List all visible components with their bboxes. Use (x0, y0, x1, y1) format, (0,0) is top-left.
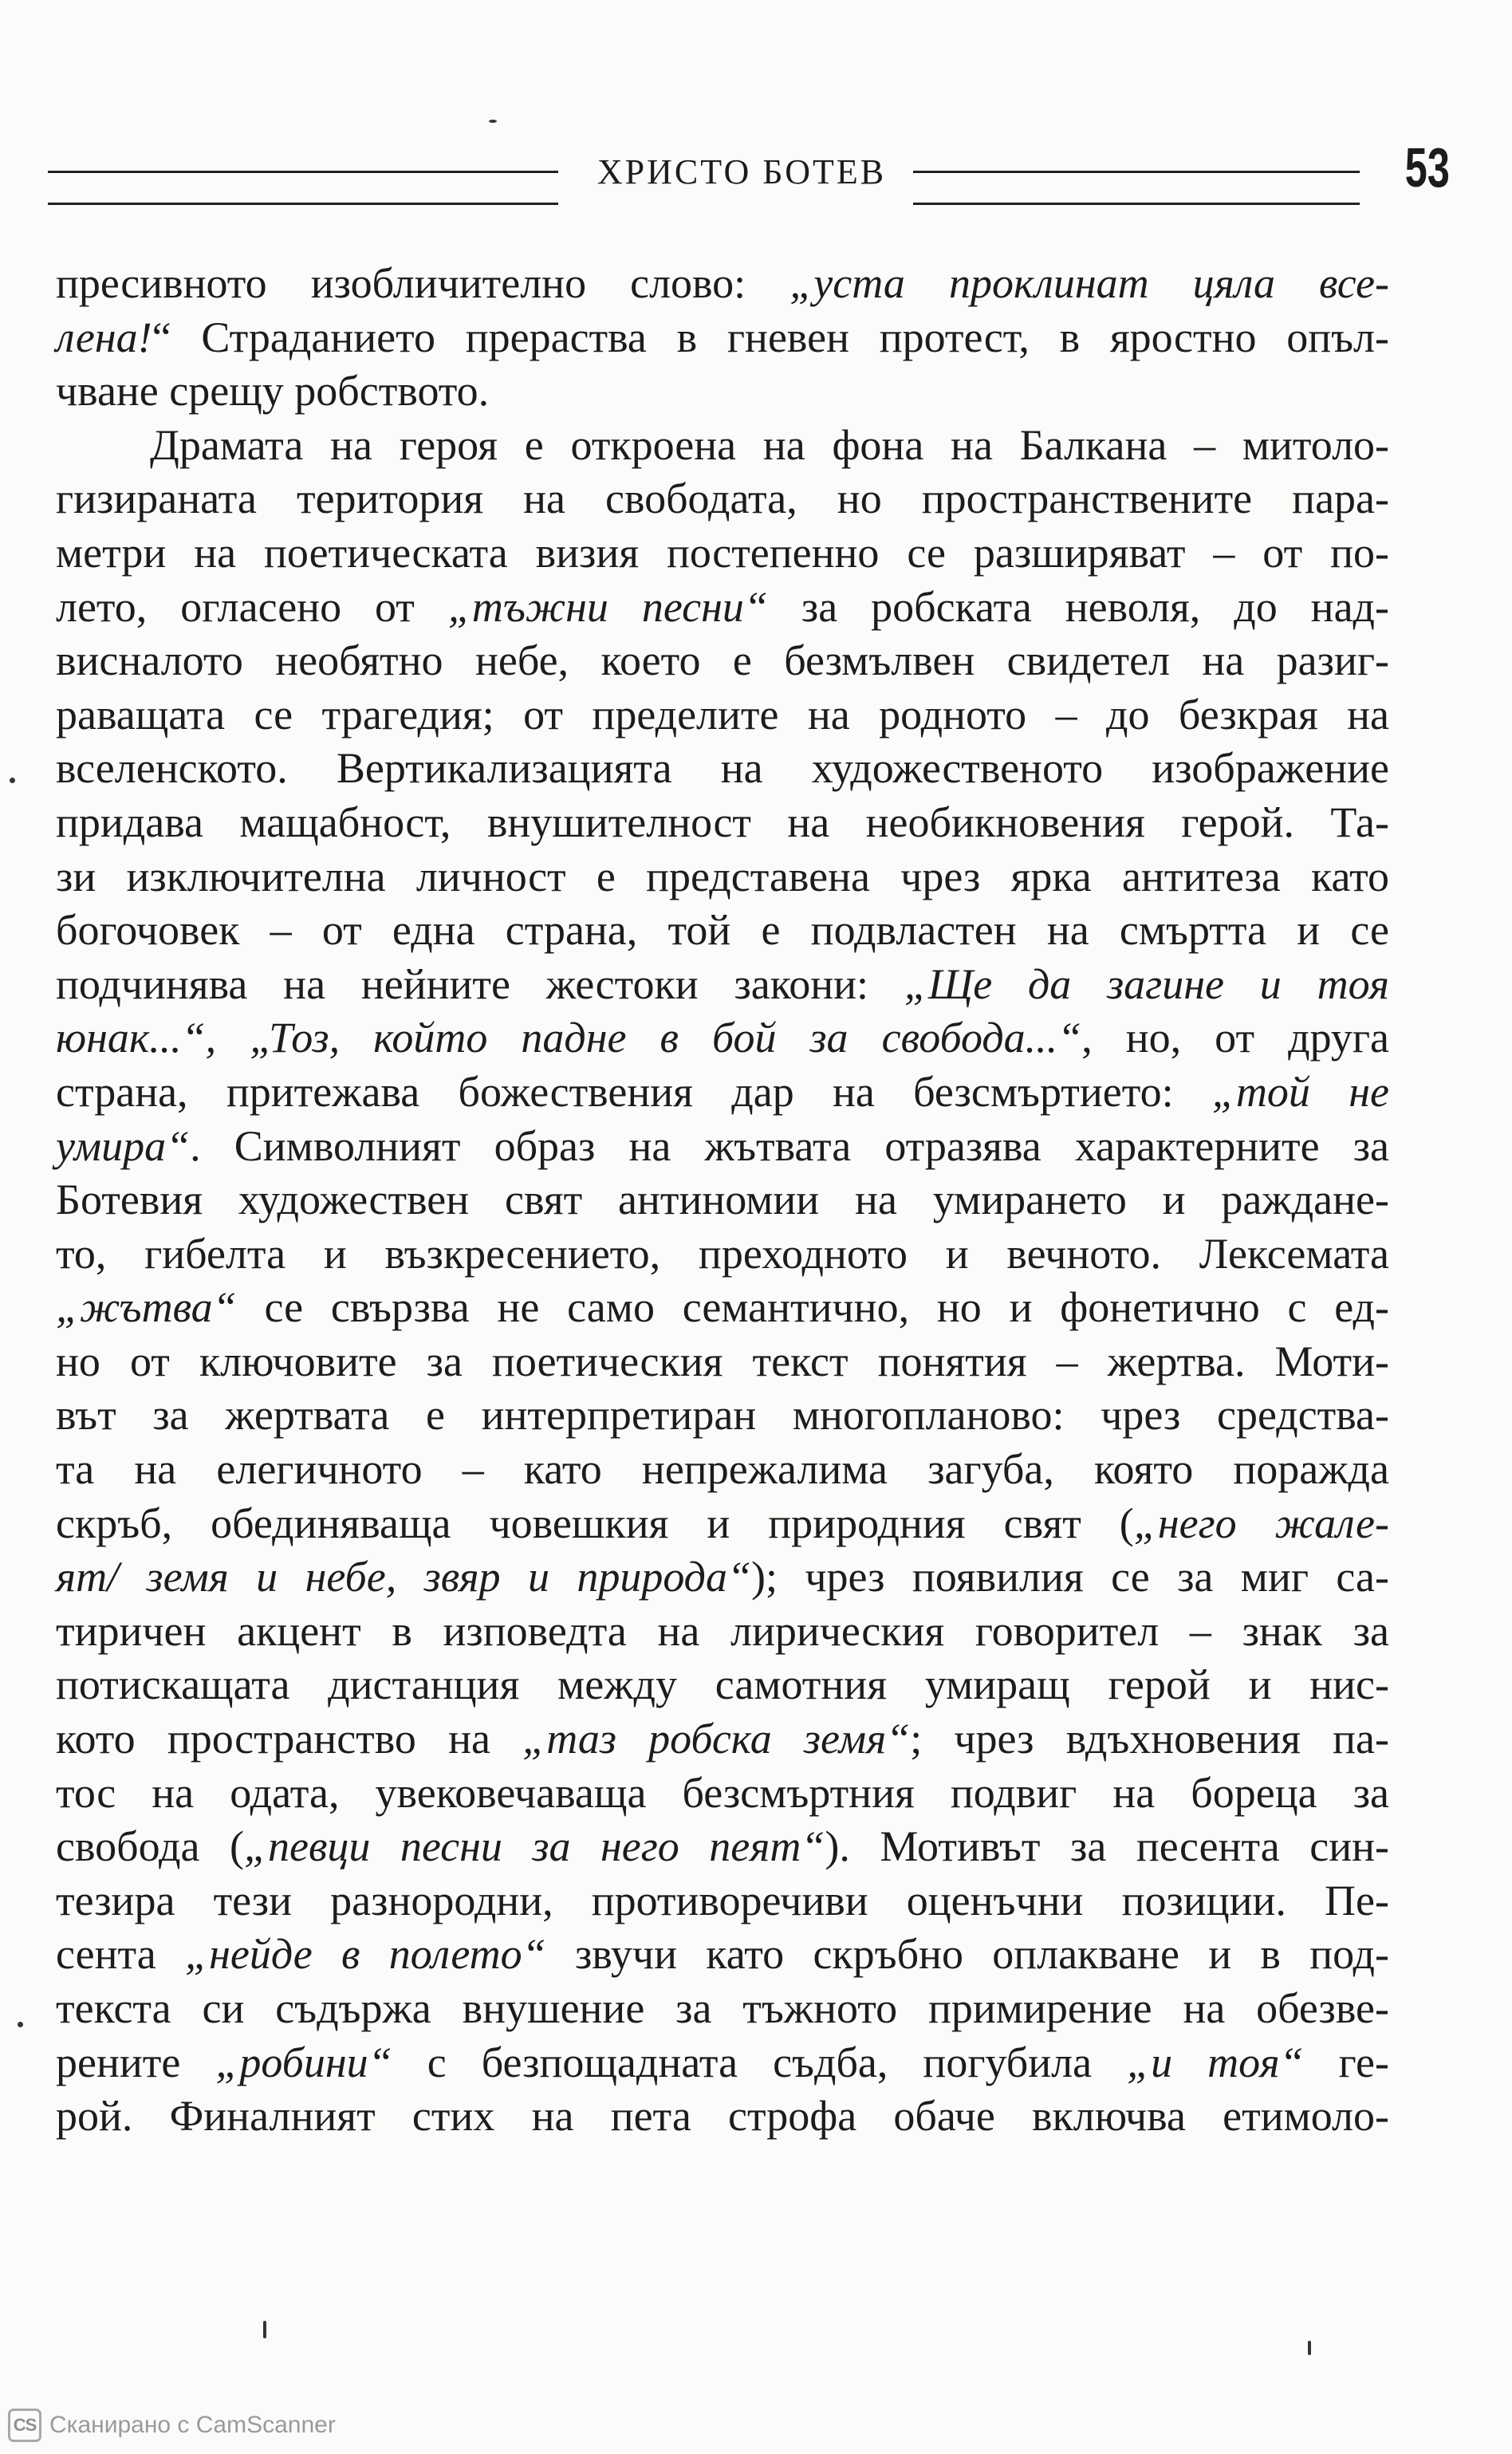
scanner-caption: Сканирано с CamScanner (49, 2412, 336, 2438)
text-segment: ). Мотивът за песента син- (825, 1822, 1389, 1871)
text-segment: богочовек – от една страна, той е подвластен на смъртта и се (56, 906, 1389, 955)
text-segment: кото пространство на (56, 1715, 523, 1763)
text-segment: ; чрез вдъхновения па- (910, 1715, 1389, 1763)
header-rule (48, 171, 558, 173)
text-line (56, 1443, 1389, 1497)
text-line (56, 1066, 1389, 1120)
text-segment: Ботевия художествен свят антиномии на умирането и раждане- (56, 1176, 1389, 1224)
text-segment: Драмата на героя е откроена на фона на Балкана – митоло- (150, 420, 1389, 469)
text-line (56, 2090, 1389, 2144)
italic-quote: „жътва“ (56, 1283, 237, 1332)
text-line (56, 364, 1389, 419)
text-line (56, 850, 1389, 904)
text-line (56, 1874, 1389, 1928)
scan-speck (1308, 2341, 1311, 2355)
text-line (56, 742, 1389, 796)
text-segment: придава мащабност, внушителност на необикновения герой. Та- (56, 798, 1389, 846)
text-segment: с безпощадната съдба, погубила (392, 2038, 1128, 2086)
text-line (56, 958, 1389, 1012)
text-segment: зи изключителна личност е представена чрез ярка антитеза като (56, 852, 1389, 900)
header-rule (913, 171, 1360, 173)
text-line (56, 419, 1389, 473)
running-head: ХРИСТО БОТЕВ (597, 152, 887, 191)
text-segment: страна, притежава божествения дар на безсмъртието: (56, 1067, 1212, 1116)
text-line (56, 1388, 1389, 1443)
text-line (56, 1928, 1389, 1982)
text-line (56, 526, 1389, 581)
italic-quote: „таз робска земя“ (522, 1715, 911, 1763)
text-segment: “ Страданието прераства в гневен протест, в яростно опъл- (152, 313, 1389, 361)
text-line (56, 1820, 1389, 1874)
text-segment: гизираната територия на свободата, но пространствените пара- (56, 475, 1389, 523)
text-line (56, 581, 1389, 635)
italic-quote: лена! (56, 313, 152, 361)
text-segment: тос на одата, увековечаваща безсмъртния подвиг на бореца за (56, 1768, 1389, 1817)
italic-quote: „и тоя“ (1127, 2038, 1304, 2086)
italic-quote: юнак...“, „Тоз, който падне в бой за свобода...“ (56, 1014, 1082, 1062)
text-segment: потискащата дистанция между самотния умиращ герой и нис- (56, 1660, 1389, 1709)
text-line (56, 311, 1389, 365)
page-header (48, 136, 1464, 223)
italic-quote: умира“ (56, 1121, 191, 1170)
text-line (56, 1982, 1389, 2036)
text-line (56, 688, 1389, 743)
scan-speck (18, 2022, 23, 2027)
text-segment: сента (56, 1930, 186, 1979)
text-segment: тиричен акцент в изповедта на лирическия говорител – знак за (56, 1606, 1389, 1655)
text-line (56, 1767, 1389, 1821)
text-line (56, 796, 1389, 850)
camscanner-logo-icon: CS (8, 2409, 41, 2442)
text-line (56, 1227, 1389, 1282)
text-segment: ге- (1303, 2038, 1389, 2086)
text-segment: рой. Финалният стих на пета строфа обаче включва етимоло- (56, 2092, 1389, 2141)
scan-speck (263, 2321, 266, 2338)
text-line (56, 1712, 1389, 1767)
header-rule (48, 203, 558, 205)
text-line (56, 1605, 1389, 1659)
text-line (56, 1497, 1389, 1551)
italic-quote: ят/ земя и небе, звяр и природа“ (56, 1553, 751, 1601)
text-segment: пресивното изобличително слово: (56, 259, 790, 307)
text-segment: звучи като скръбно оплакване и в под- (545, 1930, 1390, 1979)
text-segment: та на елегичното – като непрежалима загуба, която поражда (56, 1445, 1389, 1494)
text-segment: висналото необятно небе, което е безмълвен свидетел на разиг- (56, 636, 1389, 685)
text-line (56, 257, 1389, 311)
text-segment: чване срещу робството. (56, 367, 490, 416)
text-segment: тезира тези разнородни, противоречиви оценъчни позиции. Пе- (56, 1876, 1389, 1924)
body-text (56, 257, 1389, 2144)
text-segment: вът за жертвата е интерпретиран многопланово: чрез средства- (56, 1391, 1389, 1440)
text-segment: раващата се трагедия; от пределите на родното – до безкрая на (56, 690, 1389, 739)
italic-quote: „Ще да загине и тоя (904, 959, 1389, 1008)
scan-speck (10, 778, 15, 783)
text-segment: свобода ( (56, 1822, 244, 1871)
scanner-watermark (8, 2409, 336, 2442)
text-segment: вселенското. Вертикализацията на художественото изображение (56, 744, 1389, 793)
text-segment: текста си съдържа внушение за тъжното примирение на обезве- (56, 1984, 1389, 2032)
text-line (56, 1550, 1389, 1605)
text-segment: рените (56, 2038, 216, 2086)
italic-quote: „нейде в полето“ (185, 1930, 546, 1979)
italic-quote: „робини“ (215, 2038, 392, 2086)
italic-quote: „уста проклинат цяла все- (789, 259, 1389, 307)
text-line (56, 1173, 1389, 1227)
text-line (56, 1658, 1389, 1712)
text-line (56, 1120, 1389, 1174)
text-line (56, 1011, 1389, 1066)
text-segment: се свързва не само семантично, но и фонетично с ед- (236, 1283, 1389, 1332)
text-segment: , но, от друга (1081, 1014, 1390, 1062)
text-line (56, 2036, 1389, 2090)
italic-quote: „той не (1211, 1067, 1389, 1116)
text-segment: . Символният образ на жътвата отразява характерните за (190, 1121, 1389, 1170)
italic-quote: „тъжни песни“ (447, 582, 768, 631)
text-line (56, 1335, 1389, 1389)
text-segment: за робската неволя, до над- (767, 582, 1389, 631)
text-segment: но от ключовите за поетическия текст понятия – жертва. Моти- (56, 1337, 1389, 1385)
text-line (56, 472, 1389, 526)
text-segment: то, гибелта и възкресението, преходното и вечното. Лексемата (56, 1229, 1389, 1278)
text-segment: метри на поетическата визия постепенно се разширяват – от по- (56, 528, 1389, 577)
italic-quote: „него жале- (1133, 1499, 1390, 1547)
text-segment: скръб, обединяваща човешкия и природния свят ( (56, 1499, 1134, 1547)
text-segment: ); чрез появилия се за миг са- (751, 1553, 1390, 1601)
scan-speck (489, 120, 497, 123)
page-number: 53 (1404, 136, 1450, 199)
italic-quote: „певци песни за него пеят“ (243, 1822, 825, 1871)
text-line (56, 634, 1389, 688)
header-rule (913, 203, 1360, 205)
text-line (56, 904, 1389, 958)
text-segment: лето, огласено от (56, 582, 448, 631)
text-segment: подчинява на нейните жестоки закони: (56, 959, 904, 1008)
text-line (56, 1281, 1389, 1335)
